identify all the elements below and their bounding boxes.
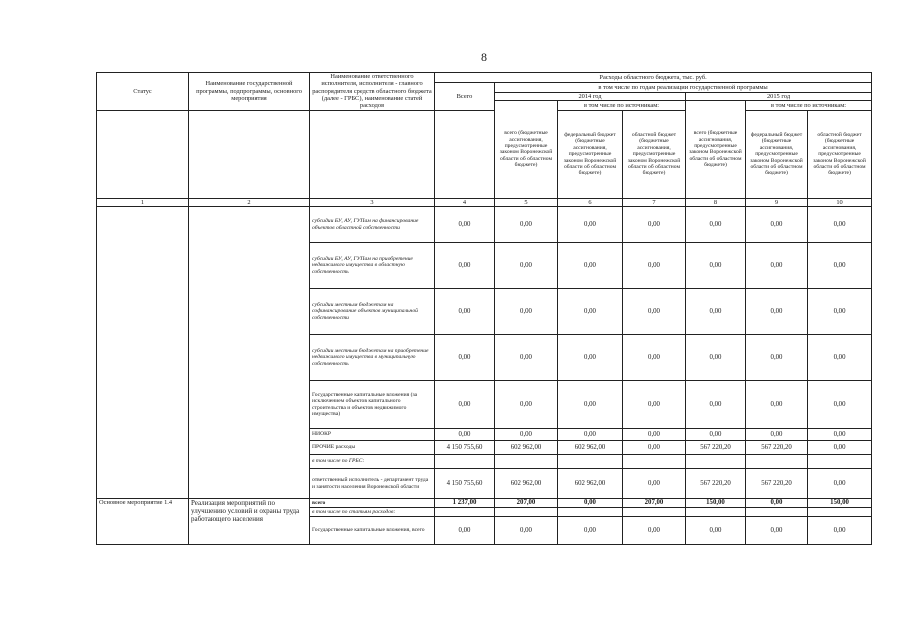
cell-value: 0,00 [495, 207, 558, 243]
cell-value [686, 508, 746, 517]
cell-value [808, 508, 872, 517]
colnum: 9 [746, 198, 808, 206]
cell-value: 0,00 [686, 207, 746, 243]
row-label: ответственный исполнитель - департамент труда и занятости населения Воронежской области [310, 469, 435, 499]
cell-value: 0,00 [808, 469, 872, 499]
cell-value: 0,00 [808, 289, 872, 335]
colnum: 1 [97, 198, 189, 206]
cell-value [746, 455, 808, 469]
status-cell-empty [97, 207, 189, 499]
cell-value: 0,00 [495, 381, 558, 429]
cell-value: 150,00 [808, 499, 872, 508]
colnum: 6 [558, 198, 623, 206]
row-label: в том числе по статьям расходов: [310, 508, 435, 517]
cell-value: 0,00 [623, 469, 686, 499]
cell-value [435, 508, 495, 517]
cell-value: 0,00 [746, 207, 808, 243]
cell-value: 0,00 [686, 289, 746, 335]
header-sources-2015: в том числе по источникам: [746, 101, 872, 111]
cell-value: 0,00 [495, 335, 558, 381]
cell-value: 0,00 [808, 207, 872, 243]
colnum: 8 [686, 198, 746, 206]
cell-value: 0,00 [808, 381, 872, 429]
cell-value [623, 508, 686, 517]
cell-value: 0,00 [686, 243, 746, 289]
cell-value: 567 220,20 [686, 469, 746, 499]
row-label: субсидии БУ, АУ, ГУПам на финансирование объектов областной собственности [310, 207, 435, 243]
header-col6: федеральный бюджет (бюджетные ассигнования, предусмотренные законом Воронежской области об областном бюджете) [558, 110, 623, 198]
cell-value: 567 220,20 [686, 441, 746, 455]
cell-value: 0,00 [623, 207, 686, 243]
header-program-cont [189, 110, 310, 198]
row-label: в том числе по ГРБС: [310, 455, 435, 469]
cell-value: 0,00 [558, 429, 623, 441]
cell-value [435, 455, 495, 469]
cell-value: 0,00 [808, 441, 872, 455]
cell-value: 0,00 [623, 429, 686, 441]
cell-value: 0,00 [746, 499, 808, 508]
header-executor: Наименование ответственного исполнителя, исполнителя - главного распорядителя средств областного бюджета (далее - ГРБС), наименование статей расходов [310, 73, 435, 111]
cell-value [558, 455, 623, 469]
cell-value: 0,00 [686, 517, 746, 545]
cell-value: 4 150 755,60 [435, 441, 495, 455]
row-label: всего [310, 499, 435, 508]
activity-name: Реализация мероприятий по улучшению условий и охраны труда работающего населения [189, 499, 310, 545]
cell-value: 0,00 [558, 335, 623, 381]
cell-value: 0,00 [808, 243, 872, 289]
header-col5: всего (бюджетные ассигнования, предусмотренные законом Воронежской области об областном бюджете) [495, 101, 558, 199]
page-number: 8 [481, 50, 487, 64]
row-label: субсидии местным бюджетам на софинансирование объектов муниципальной собственности [310, 289, 435, 335]
cell-value [686, 455, 746, 469]
header-col7: областной бюджет (бюджетные ассигнования, предусмотренные законом Воронежской области об областном бюджете) [623, 110, 686, 198]
colnum: 7 [623, 198, 686, 206]
cell-value: 0,00 [746, 429, 808, 441]
activity-status: Основное мероприятие 1.4 [97, 499, 189, 545]
cell-value: 0,00 [558, 243, 623, 289]
cell-value: 0,00 [435, 429, 495, 441]
row-label: субсидии БУ, АУ, ГУПам на приобретение недвижимого имущества в областную собственность [310, 243, 435, 289]
cell-value: 0,00 [623, 381, 686, 429]
header-total-cont [435, 110, 495, 198]
cell-value: 207,00 [623, 499, 686, 508]
table-row [97, 207, 872, 243]
cell-value: 0,00 [435, 517, 495, 545]
cell-value: 0,00 [623, 243, 686, 289]
cell-value: 602 962,00 [558, 469, 623, 499]
cell-value [558, 508, 623, 517]
cell-value: 0,00 [495, 517, 558, 545]
cell-value [495, 508, 558, 517]
header-program-name: Наименование государственной программы, подпрограммы, основного мероприятия [189, 73, 310, 111]
row-label: субсидии местным бюджетам на приобретение недвижимого имущества в муниципальную собственность [310, 335, 435, 381]
cell-value: 0,00 [746, 243, 808, 289]
colnum: 3 [310, 198, 435, 206]
header-sources-2014: в том числе по источникам: [558, 101, 686, 111]
cell-value: 602 962,00 [495, 441, 558, 455]
cell-value: 602 962,00 [558, 441, 623, 455]
colnum: 2 [189, 198, 310, 206]
cell-value: 0,00 [435, 207, 495, 243]
cell-value: 0,00 [495, 289, 558, 335]
cell-value: 567 220,20 [746, 441, 808, 455]
cell-value: 0,00 [808, 517, 872, 545]
cell-value [495, 455, 558, 469]
header-col9: федеральный бюджет (бюджетные ассигнования, предусмотренные законом Воронежской области об областном бюджете) [746, 110, 808, 198]
header-total: Всего [435, 83, 495, 111]
colnum: 10 [808, 198, 872, 206]
row-label: ПРОЧИЕ расходы [310, 441, 435, 455]
cell-value: 0,00 [746, 335, 808, 381]
cell-value: 0,00 [623, 335, 686, 381]
cell-value: 0,00 [686, 429, 746, 441]
cell-value: 0,00 [495, 429, 558, 441]
row-label: Государственные капитальные вложения (за исключением объектов капитального строительства и объектов недвижимого имущества) [310, 381, 435, 429]
cell-value: 1 237,00 [435, 499, 495, 508]
header-executor-cont [310, 110, 435, 198]
cell-value [623, 455, 686, 469]
header-by-years: в том числе по годам реализации государственной программы [495, 83, 872, 93]
cell-value: 0,00 [435, 289, 495, 335]
cell-value: 0,00 [435, 381, 495, 429]
cell-value: 0,00 [558, 499, 623, 508]
table-row [97, 499, 872, 508]
row-label: НИОКР [310, 429, 435, 441]
cell-value: 0,00 [686, 381, 746, 429]
cell-value: 602 962,00 [495, 469, 558, 499]
cell-value: 0,00 [746, 289, 808, 335]
cell-value: 0,00 [623, 517, 686, 545]
cell-value: 0,00 [558, 381, 623, 429]
cell-value [746, 508, 808, 517]
colnum: 4 [435, 198, 495, 206]
cell-value: 207,00 [495, 499, 558, 508]
header-status-cont [97, 110, 189, 198]
header-status: Статус [97, 73, 189, 111]
cell-value: 0,00 [435, 243, 495, 289]
cell-value: 0,00 [558, 517, 623, 545]
cell-value: 567 220,20 [746, 469, 808, 499]
colnum: 5 [495, 198, 558, 206]
cell-value: 0,00 [746, 517, 808, 545]
header-year-2015: 2015 год [686, 92, 872, 100]
row-label: Государственные капитальные вложения, всего [310, 517, 435, 545]
header-year-2014: 2014 год [495, 92, 686, 100]
cell-value: 0,00 [623, 441, 686, 455]
cell-value [808, 455, 872, 469]
header-col10: областной бюджет (бюджетные ассигнования, предусмотренные законом Воронежской области об областном бюджете) [808, 110, 872, 198]
cell-value: 0,00 [435, 335, 495, 381]
cell-value: 0,00 [558, 289, 623, 335]
cell-value: 0,00 [808, 429, 872, 441]
cell-value: 0,00 [495, 243, 558, 289]
cell-value: 150,00 [686, 499, 746, 508]
cell-value: 4 150 755,60 [435, 469, 495, 499]
cell-value: 0,00 [623, 289, 686, 335]
header-col8: всего (бюджетные ассигнования, предусмотренные законом Воронежской области об областном бюджете) [686, 101, 746, 199]
cell-value: 0,00 [746, 381, 808, 429]
budget-table [96, 72, 872, 545]
cell-value: 0,00 [558, 207, 623, 243]
header-expenses: Расходы областного бюджета, тыс. руб. [435, 73, 872, 83]
cell-value: 0,00 [686, 335, 746, 381]
cell-value: 0,00 [808, 335, 872, 381]
column-number-row [97, 198, 872, 206]
program-cell-empty [189, 207, 310, 499]
